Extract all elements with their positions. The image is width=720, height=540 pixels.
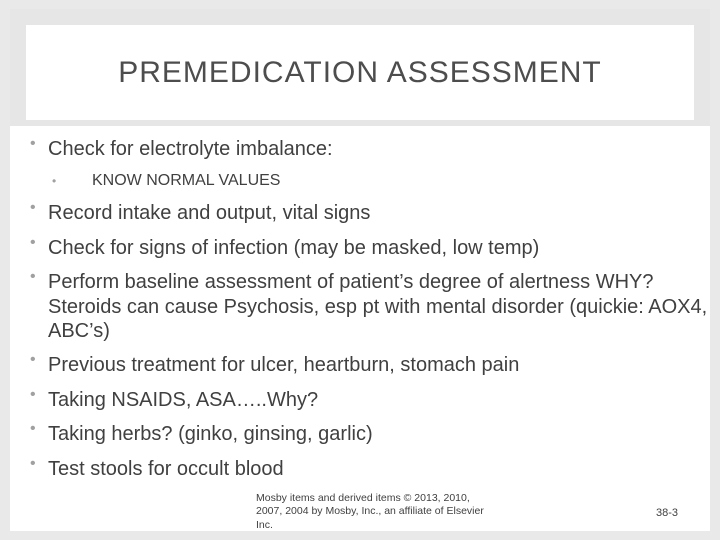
bullet-text: Taking herbs? (ginko, ginsing, garlic) [48, 423, 373, 446]
bullet-dot-icon: • [30, 385, 36, 403]
bullet-dot-icon: • [30, 233, 36, 251]
slide-title: PREMEDICATION ASSESSMENT [118, 55, 602, 89]
bullet-text: Check for signs of infection (may be masked, low temp) [48, 236, 540, 259]
bullet-text: Perform baseline assessment of patient’s degree of alertness WHY? Steroids can cause Psychosis, esp pt with mental disorder (quickie: AOX4, ABC’s) [48, 271, 708, 342]
bullet-item-occult-blood [30, 452, 710, 486]
bullet-item-infection [30, 231, 710, 265]
bullet-text: Previous treatment for ulcer, heartburn, stomach pain [48, 354, 520, 377]
bullet-dot-icon: • [30, 454, 36, 472]
bullet-list [30, 132, 710, 486]
title-box [26, 25, 694, 120]
bullet-item-alertness [30, 265, 710, 348]
sub-bullet-item-normal-values [30, 168, 710, 194]
bullet-item-intake-output [30, 196, 710, 230]
bullet-item-nsaids [30, 383, 710, 417]
bullet-dot-icon: • [30, 420, 36, 438]
bullet-text: Check for electrolyte imbalance: [48, 138, 333, 160]
bullet-item-herbs [30, 417, 710, 451]
page-number: 38-3 [655, 507, 678, 519]
sub-bullet-dot-icon: • [52, 174, 57, 189]
bullet-text: Taking NSAIDS, ASA…..Why? [48, 388, 319, 411]
bullet-item-electrolyte [30, 132, 710, 166]
bullet-dot-icon: • [30, 135, 36, 152]
sub-bullet-text: KNOW NORMAL VALUES [92, 172, 281, 190]
bullet-text: Record intake and output, vital signs [48, 202, 371, 225]
bullet-item-ulcer [30, 348, 710, 382]
bullet-dot-icon: • [30, 199, 36, 217]
footer-copyright: Mosby items and derived items © 2013, 2010, 2007, 2004 by Mosby, Inc., an affiliate of Elsevier Inc. [256, 492, 484, 531]
bullet-text: Test stools for occult blood [48, 457, 284, 480]
bullet-dot-icon: • [30, 268, 36, 286]
bullet-dot-icon: • [30, 351, 36, 369]
